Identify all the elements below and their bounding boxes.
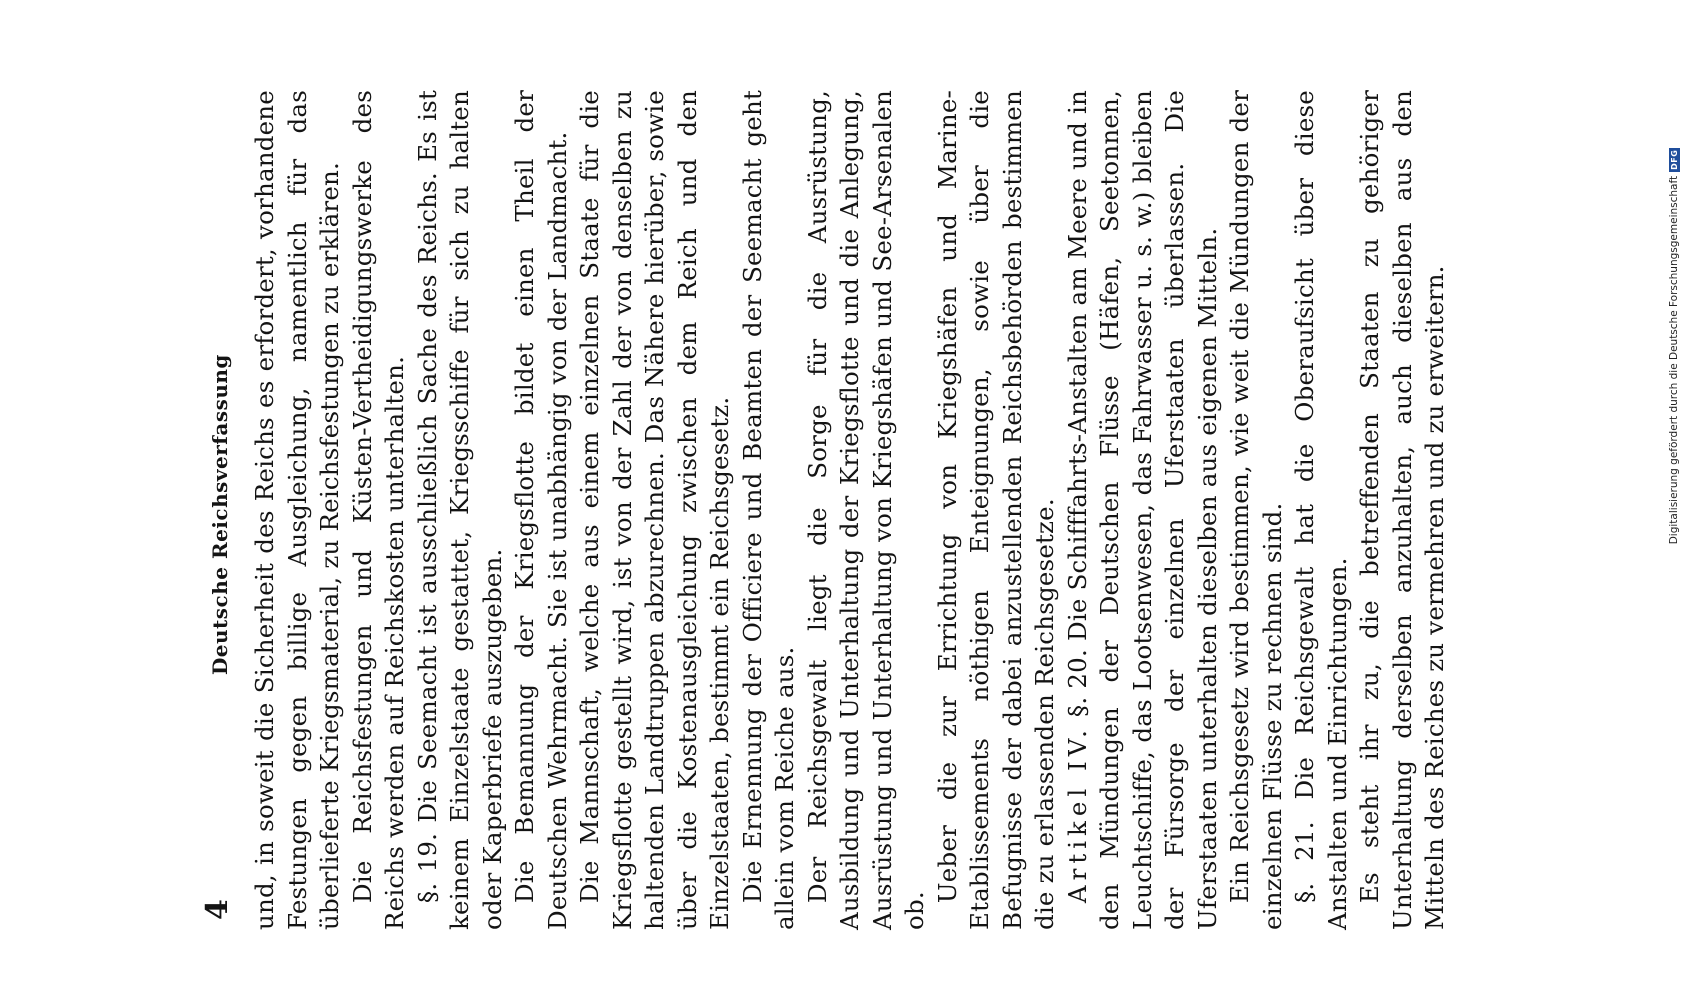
- paragraph: §. 19. Die Seemacht ist ausschließlich Sache des Reichs. Es ist keinem Einzelstaate gestattet, Kriegsschiffe für sich zu halten oder Kaperbriefe auszugeben.: [412, 90, 507, 930]
- paragraph: Der Reichsgewalt liegt die Sorge für die Ausrüstung, Ausbildung und Unterhaltung der Kriegsflotte und die Anlegung, Ausrüstung und Unterhaltung von Kriegshäfen und See-Arsenalen ob.: [802, 90, 929, 930]
- paragraph: Ueber die zur Errichtung von Kriegshäfen und Marine-Etablissements nöthigen Enteignungen, sowie über die Befugnisse der dabei anzustellenden Reichsbehörden bestimmen die zu erlassenden Reichsgesetze.: [932, 90, 1059, 930]
- body-text: [249, 90, 1452, 930]
- dfg-logo: DFG: [1669, 149, 1679, 170]
- paragraph: Ein Reichsgesetz wird bestimmen, wie weit die Mündungen der einzelnen Flüsse zu rechnen sind.: [1225, 90, 1287, 930]
- page-header: [200, 90, 249, 930]
- paragraph: Die Ernennung der Officiere und Beamten der Seemacht geht allein vom Reiche aus.: [737, 90, 799, 930]
- credit-text: Digitalisierung gefördert durch die Deutsche Forschungsgemeinschaft: [1668, 175, 1680, 545]
- digitization-credit: [1662, 0, 1686, 1000]
- paragraph: Die Bemannung der Kriegsflotte bildet einen Theil der Deutschen Wehrmacht. Sie ist unabhängig von der Landmacht.: [510, 90, 572, 930]
- page-number: 4: [200, 899, 235, 920]
- article-heading: Artikel IV.: [1062, 725, 1092, 904]
- paragraph: und, in soweit die Sicherheit des Reichs es erfordert, vorhandene Festungen gegen billige Ausgleichung, namentlich für das überlieferte Kriegsmaterial, zu Reichsfestungen zu erklären.: [250, 90, 344, 930]
- paragraph-text: §. 20. Die Schifffahrts-Anstalten am Meere und in den Mündungen der Deutschen Flüsse (Häfen, Seetonnen, Leuchtschiffe, das Lootsenwesen, das Fahrwasser u. s. w.) bleiben der Fürsorge der einzelnen Uferstaaten überlassen. Die Uferstaaten unterhalten dieselben aus eigenen Mitteln.: [1062, 89, 1222, 930]
- paragraph: Die Reichsfestungen und Küsten-Vertheidigungswerke des Reichs werden auf Reichskosten unterhalten.: [347, 90, 409, 930]
- scanned-page-frame: [110, 60, 1670, 960]
- document-page: [200, 90, 1580, 930]
- running-title: Deutsche Reichsverfassung: [208, 354, 232, 676]
- digitization-credit-text: [1668, 0, 1680, 706]
- article-paragraph: [1062, 90, 1225, 930]
- paragraph: Die Mannschaft, welche aus einem einzelnen Staate für die Kriegsflotte gestellt wird, ist von der Zahl der von denselben zu haltenden Landtruppen abzurechnen. Das Nähere hierüber, sowie über die Kostenausgleichung zwischen dem Reich und den Einzelstaaten, bestimmt ein Reichsgesetz.: [575, 90, 734, 930]
- paragraph: Es steht ihr zu, die betreffenden Staaten zu gehöriger Unterhaltung derselben anzuhalten, auch dieselben aus den Mitteln des Reiches zu vermehren und zu erweitern.: [1355, 90, 1449, 930]
- paragraph: §. 21. Die Reichsgewalt hat die Oberaufsicht über diese Anstalten und Einrichtungen.: [1290, 90, 1352, 930]
